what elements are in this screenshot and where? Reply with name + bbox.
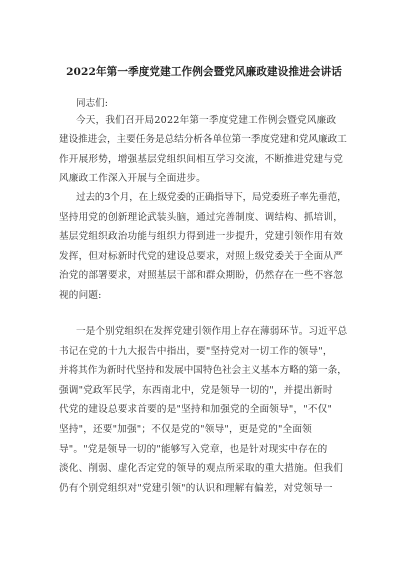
paragraph-line: 并将其作为新时代坚持和发展中国特色社会主义基本方略的第一条， xyxy=(59,365,347,377)
paragraph-line: 风廉政工作深入开展与全面进步。 xyxy=(59,172,206,184)
paragraph-line: 视的问题: xyxy=(59,289,102,301)
paragraph-line: 代党的建设总要求首要的是"坚持和加强党的全面领导"，"不仅" xyxy=(59,404,333,416)
paragraph-line: 今天，我们召开局2022年第一季度党建工作例会暨党风廉政 xyxy=(76,115,337,126)
paragraph-line: 坚持"，还要"加强"；不仅是党的"领导"，更是党的"全面领 xyxy=(59,424,312,435)
paragraph-line: 发挥，但对标新时代党的建设总要求，对照上级党委关于全面从严 xyxy=(59,250,344,262)
paragraph-line: 导"。"党是领导一切的"能够写入党章，也是针对现实中存在的 xyxy=(59,443,328,455)
paragraph-line: 过去的3个月，在上级党委的正确指导下，局党委班子率先垂范， xyxy=(76,192,347,203)
document-title: 2022年第一季度党建工作例会暨党风廉政建设推进会讲话 xyxy=(66,66,342,78)
paragraph-line: 基层党组织政治功能与组织力得到进一步提升，党建引领作用有效 xyxy=(59,231,344,242)
paragraph-line: 一是个别党组织在发挥党建引领作用上存在薄弱环节。习近平总 xyxy=(76,326,348,337)
paragraph-line: 建设推进会，主要任务是总结分析各单位第一季度党建和党风廉政工 xyxy=(59,134,347,146)
paragraph-line: 治党的部署要求，对照基层干部和群众期盼，仍然存在一些不容忽 xyxy=(59,270,344,281)
salutation: 同志们: xyxy=(76,98,109,109)
paragraph-line: 强调"党政军民学，东西南北中，党是领导一切的"，并提出新时 xyxy=(59,384,333,396)
paragraph-line: 淡化、削弱、虚化否定党的领导的观点所采取的重大措施。但我们 xyxy=(59,463,344,475)
paragraph-line: 作开展形势，增强基层党组织间相互学习交流，不断推进党建与党 xyxy=(59,153,344,165)
paragraph-line: 坚持用党的创新理论武装头脑，通过完善制度、调结构、抓培训， xyxy=(59,211,344,223)
paragraph-line: 书记在党的十九大报告中指出，要"坚持党对一切工作的领导"， xyxy=(59,345,333,357)
paragraph-line: 仍有个别党组织对"党建引领"的认识和理解有偏差，对党领导一 xyxy=(59,482,333,494)
